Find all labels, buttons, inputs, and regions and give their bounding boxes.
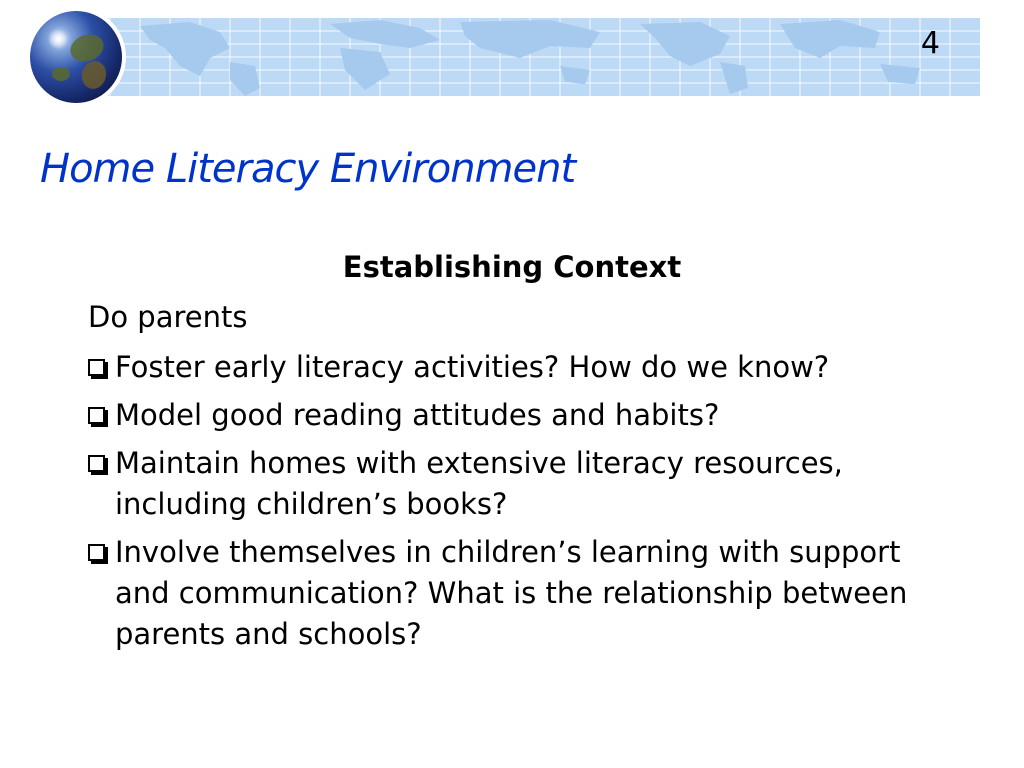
- list-item: [88, 532, 958, 655]
- list-item: [88, 395, 958, 436]
- checkbox-bullet-icon: [88, 455, 105, 472]
- bullet-list: [88, 347, 958, 662]
- slide-subtitle: Establishing Context: [342, 250, 682, 284]
- world-map-graphic: [80, 18, 980, 96]
- slide-title: Home Literacy Environment: [40, 146, 576, 192]
- checkbox-bullet-icon: [88, 359, 105, 376]
- bullet-text: Maintain homes with extensive literacy resources, including children’s books?: [115, 446, 843, 521]
- slide-number: 4: [920, 26, 940, 61]
- bullet-text: Involve themselves in children’s learning with support and communication? What is the relationship between parents and schools?: [115, 535, 908, 651]
- globe-icon: [30, 11, 122, 103]
- list-item: [88, 347, 958, 388]
- checkbox-bullet-icon: [88, 544, 105, 561]
- lead-text: Do parents: [88, 300, 248, 334]
- world-map-banner: [80, 18, 980, 96]
- bullet-text: Model good reading attitudes and habits?: [115, 398, 720, 432]
- bullet-text: Foster early literacy activities? How do we know?: [115, 350, 830, 384]
- list-item: [88, 443, 958, 525]
- checkbox-bullet-icon: [88, 407, 105, 424]
